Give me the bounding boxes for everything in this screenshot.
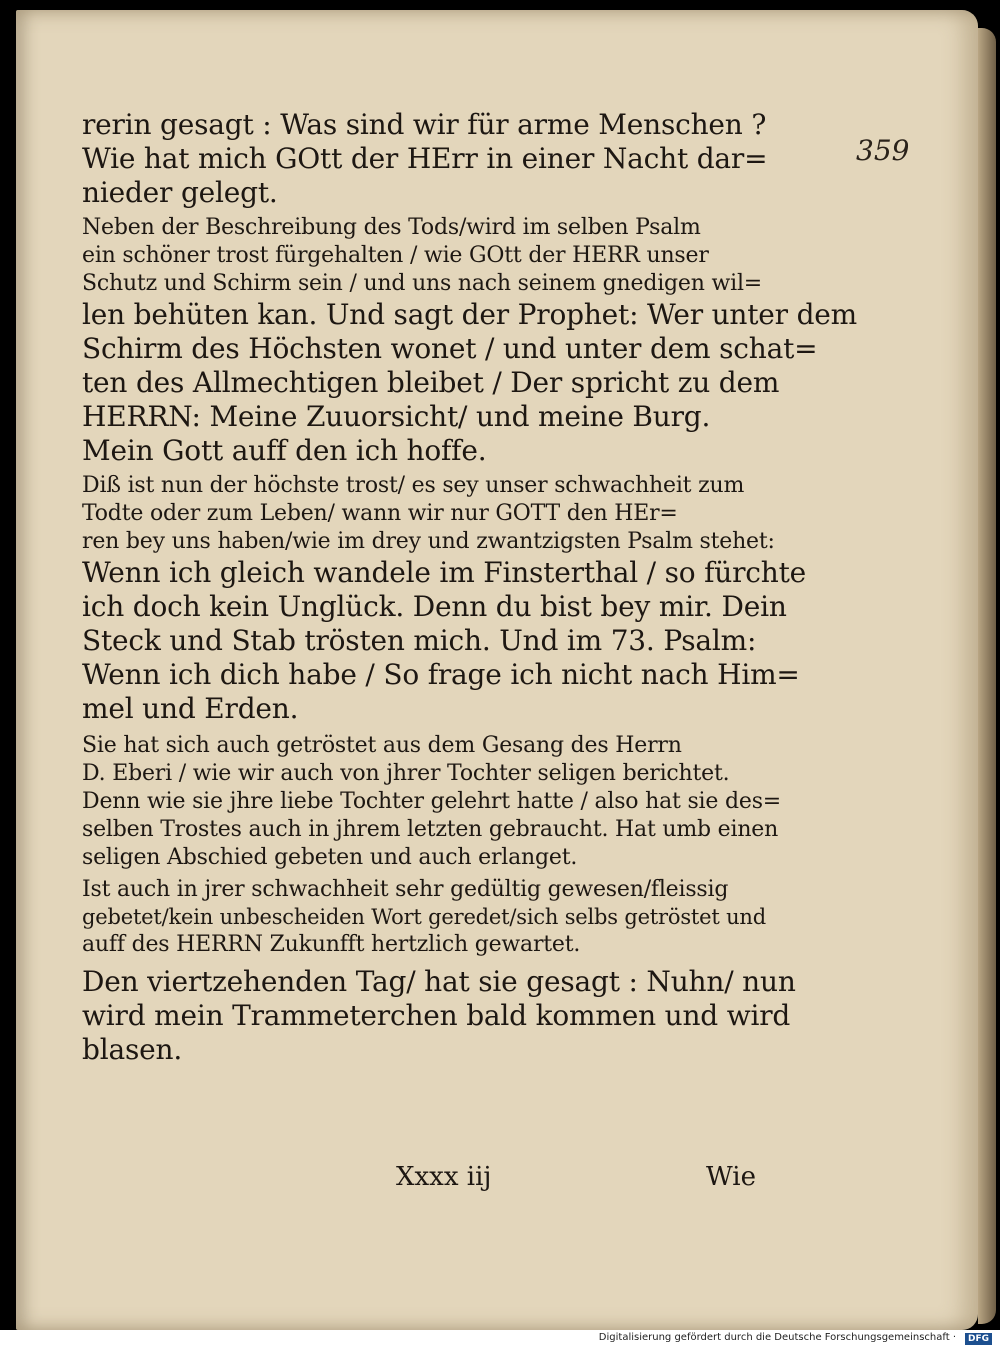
text-line: selben Trostes auch in jhrem letzten gebraucht. Hat umb einen (82, 817, 779, 842)
body-text (82, 108, 858, 1067)
text-line: Neben der Beschreibung des Tods/wird im selben Psalm (82, 215, 701, 240)
text-line: wird mein Trammeterchen bald kommen und wird (82, 999, 791, 1032)
text-line: HERRN: Meine Zuuorsicht/ und meine Burg. (82, 400, 711, 433)
text-line: Steck und Stab trösten mich. Und im 73. Psalm: (82, 624, 757, 657)
text-line: Den viertzehenden Tag/ hat sie gesagt : Nuhn/ nun (82, 965, 796, 998)
footer-credit: Digitalisierung gefördert durch die Deutsche Forschungsgemeinschaft · (598, 1332, 956, 1343)
text-line: Schirm des Höchsten wonet / und unter dem schat= (82, 332, 818, 365)
text-line: blasen. (82, 1033, 183, 1066)
page-edge (978, 28, 996, 1324)
text-line: seligen Abschied gebeten und auch erlanget. (82, 845, 578, 870)
text-line: rerin gesagt : Was sind wir für arme Menschen ? (82, 108, 767, 141)
page-footer-marks (396, 1162, 756, 1202)
text-line: D. Eberi / wie wir auch von jhrer Tochter seligen berichtet. (82, 761, 730, 786)
text-line: mel und Erden. (82, 692, 299, 725)
text-line: Schutz und Schirm sein / und uns nach seinem gnedigen wil= (82, 271, 763, 296)
text-line: ten des Allmechtigen bleibet / Der spricht zu dem (82, 366, 780, 399)
text-line: ein schöner trost fürgehalten / wie GOtt der HERR unser (82, 243, 709, 268)
text-line: Denn wie sie jhre liebe Tochter gelehrt hatte / also hat sie des= (82, 789, 782, 814)
dfg-logo: DFG (965, 1333, 992, 1345)
text-line: Ist auch in jrer schwachheit sehr gedültig gewesen/fleissig (82, 877, 729, 902)
text-line: Wenn ich gleich wandele im Finsterthal / so fürchte (82, 556, 807, 589)
catchword: Wie (706, 1162, 756, 1192)
digitization-footer (0, 1330, 1000, 1348)
text-line: ren bey uns haben/wie im drey und zwantzigsten Psalm stehet: (82, 529, 775, 554)
text-line: Wie hat mich GOtt der HErr in einer Nacht dar= (82, 142, 768, 175)
signature-mark: Xxxx iij (396, 1162, 492, 1192)
text-line: Diß ist nun der höchste trost/ es sey unser schwachheit zum (82, 473, 745, 498)
text-line: Todte oder zum Leben/ wann wir nur GOTT den HEr= (82, 501, 678, 526)
book-page (16, 10, 978, 1330)
text-line: nieder gelegt. (82, 176, 278, 209)
text-line: Wenn ich dich habe / So frage ich nicht nach Him= (82, 658, 800, 691)
text-line: auff des HERRN Zukunfft hertzlich gewartet. (82, 932, 581, 957)
text-line: Mein Gott auff den ich hoffe. (82, 434, 487, 467)
text-line: len behüten kan. Und sagt der Prophet: Wer unter dem (82, 298, 858, 331)
text-line: gebetet/kein unbescheiden Wort geredet/sich selbs getröstet und (82, 905, 766, 929)
text-line: Sie hat sich auch getröstet aus dem Gesang des Herrn (82, 733, 682, 758)
page-number: 359 (856, 134, 910, 167)
text-line: ich doch kein Unglück. Denn du bist bey mir. Dein (82, 590, 787, 623)
